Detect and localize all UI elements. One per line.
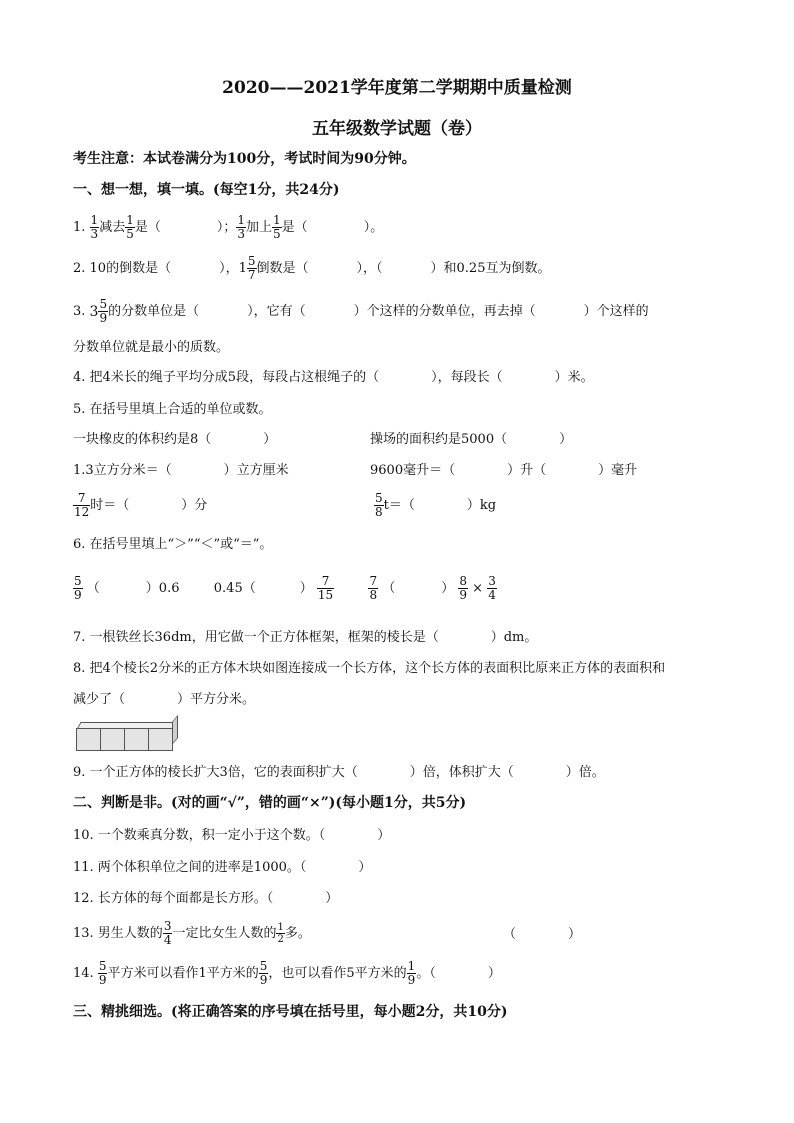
fraction-5-9: $\frac{5}{9}$ (74, 574, 82, 602)
question-6: 6. 在括号里填上“＞”“＜”或“＝”。 (73, 537, 273, 552)
question-5e: $\frac{7}{12}$ 时＝（ ）分 (74, 491, 208, 519)
fraction-7-15: $\frac{7}{15}$ (317, 574, 334, 602)
fraction-5-7: $\frac{5}{7}$ (247, 254, 256, 282)
question-14: 14. $\frac{5}{9}$ 平方米可以看作1平方米的 $\frac{5}{9}$ ，也可以看作5平方米的 $\frac{1}{9}$ 。（ ） (73, 959, 501, 987)
question-6-comparisons: $\frac{5}{9}$ （ ）0.6 0.45（ ） $\frac{7}{15}$ $\frac{7}{8}$ （ ） $\frac{8}{9}$ × $\frac{3}{4}$ (74, 574, 496, 602)
question-4: 4. 把4米长的绳子平均分成5段，每段占这根绳子的（ ），每段长（ ）米。 (73, 370, 594, 385)
question-13: 13. 男生人数的 $\frac{3}{4}$ 一定比女生人数的 $\frac{1}{2}$ 多。 (73, 919, 311, 947)
fraction-7-8: $\frac{7}{8}$ (369, 574, 378, 602)
question-11: 11. 两个体积单位之间的进率是1000。（ ） (73, 860, 372, 875)
cube-block (148, 728, 173, 751)
exam-title: 2020——2021学年度第二学期期中质量检测 (222, 78, 572, 98)
cuboid-top-face (77, 722, 177, 728)
fraction-3-4: $\frac{3}{4}$ (488, 574, 496, 602)
fraction-1-5: $\frac{1}{5}$ (126, 213, 134, 241)
question-5d: 9600毫升＝（ ）升（ ）毫升 (370, 463, 638, 478)
question-13-answer[interactable]: （ ） (503, 927, 582, 942)
question-7: 7. 一根铁丝长36dm，用它做一个正方体框架，框架的棱长是（ ）dm。 (73, 630, 538, 645)
fraction-3-4: $\frac{3}{4}$ (163, 919, 172, 947)
question-5: 5. 在括号里填上合适的单位或数。 (73, 402, 272, 417)
question-2: 2. 10的倒数是（ ），1 $\frac{5}{7}$ 倒数是（ ），（ ）和0.25互为倒数。 (73, 254, 551, 282)
question-3: 3. 3 $\frac{5}{9}$ 的分数单位是（ ），它有（ ）个这样的分数单位，再去掉（ ）个这样的 (73, 297, 649, 325)
cuboid-figure (76, 728, 186, 754)
fraction-1-3: $\frac{1}{3}$ (237, 213, 246, 241)
cube-block (76, 728, 101, 751)
notice: 考生注意：本试卷满分为100分，考试时间为90分钟。 (73, 151, 416, 167)
section-one-heading: 一、想一想，填一填。(每空1分，共24分) (73, 182, 340, 198)
fraction-1-2: $\frac{1}{2}$ (277, 922, 284, 945)
question-5c: 1.3立方分米＝（ ）立方厘米 (73, 463, 289, 478)
question-8: 8. 把4个棱长2分米的正方体木块如图连接成一个长方体，这个长方体的表面积比原来正方体的表面积和 (73, 661, 666, 676)
cuboid-side-face (172, 715, 178, 745)
fraction-5-9: $\frac{5}{9}$ (99, 297, 108, 325)
fraction-5-8: $\frac{5}{8}$ (375, 491, 383, 519)
fraction-1-5: $\frac{1}{5}$ (273, 213, 281, 241)
cube-block (124, 728, 149, 751)
question-3-cont: 分数单位就是最小的质数。 (73, 340, 230, 355)
question-12: 12. 长方体的每个面都是长方形。（ ） (73, 891, 339, 906)
exam-subtitle: 五年级数学试题（卷） (312, 119, 482, 139)
question-8-cont: 减少了（ ）平方分米。 (73, 692, 256, 707)
question-10: 10. 一个数乘真分数，积一定小于这个数。（ ） (73, 828, 391, 843)
question-5b: 操场的面积约是5000（ ） (370, 432, 573, 447)
fraction-1-9: $\frac{1}{9}$ (407, 959, 416, 987)
fraction-5-9: $\frac{5}{9}$ (98, 959, 107, 987)
section-three-heading: 三、精挑细选。(将正确答案的序号填在括号里，每小题2分，共10分) (73, 1004, 508, 1020)
fraction-7-12: $\frac{7}{12}$ (74, 491, 90, 519)
fraction-8-9: $\frac{8}{9}$ (459, 574, 468, 602)
section-two-heading: 二、判断是非。(对的画“√”，错的画“×”)(每小题1分，共5分) (73, 795, 467, 811)
fraction-1-3: $\frac{1}{3}$ (90, 213, 99, 241)
question-5f: $\frac{5}{8}$ t＝（ ）kg (375, 491, 497, 519)
cube-block (100, 728, 125, 751)
question-9: 9. 一个正方体的棱长扩大3倍，它的表面积扩大（ ）倍，体积扩大（ ）倍。 (73, 765, 605, 780)
question-1: 1. $\frac{1}{3}$ 减去 $\frac{1}{5}$ 是（ ）； $\frac{1}{3}$ 加上 $\frac{1}{5}$ 是（ ）。 (73, 213, 384, 241)
fraction-5-9: $\frac{5}{9}$ (259, 959, 268, 987)
question-5a: 一块橡皮的体积约是8（ ） (73, 432, 277, 447)
